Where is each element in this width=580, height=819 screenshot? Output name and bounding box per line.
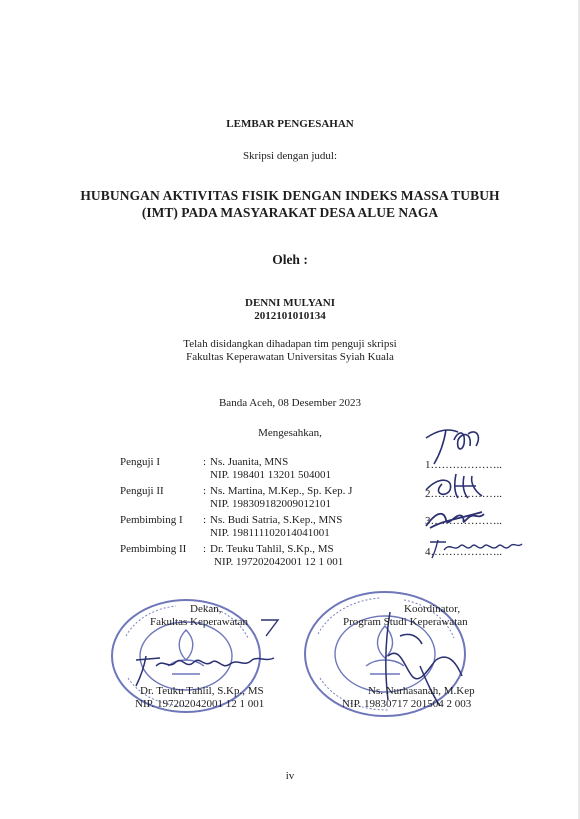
coordinator-nip: NIP. 19830717 201504 2 003 — [342, 698, 472, 710]
signature-line: 1……………….. — [425, 459, 502, 471]
page-number: iv — [285, 770, 295, 782]
thesis-title-line1: HUBUNGAN AKTIVITAS FISIK DENGAN INDEKS MASSA TUBUH — [80, 188, 500, 203]
examiner-name: Ns. Martina, M.Kep., Sp. Kep. J — [210, 485, 353, 497]
author-name: DENNI MULYANI — [245, 297, 335, 309]
examiner-colon: : — [203, 456, 207, 468]
author-id: 2012101010134 — [254, 310, 326, 322]
coordinator-name: Ns. Nurhasanah, M.Kep — [368, 685, 475, 697]
signature-examiner-3 — [422, 506, 492, 532]
signature-dean — [130, 640, 280, 690]
examiner-colon: : — [203, 543, 207, 555]
signature-line: 2……………….. — [425, 488, 502, 500]
ratified-label: Mengesahkan, — [258, 427, 322, 439]
signature-line: 4……………….. — [425, 546, 502, 558]
signature-examiner-4 — [426, 532, 526, 560]
examiner-role: Pembimbing I — [120, 514, 183, 526]
dean-name: Dr. Teuku Tahlil, S.Kp., MS — [140, 685, 264, 697]
page-subtitle: Skripsi dengan judul: — [242, 150, 338, 162]
thesis-title-line2: (IMT) PADA MASYARAKAT DESA ALUE NAGA — [141, 205, 439, 220]
examiner-colon: : — [203, 514, 207, 526]
coordinator-title2: Program Studi Keperawatan — [343, 616, 468, 628]
dean-title2: Fakultas Keperawatan — [150, 616, 249, 628]
examiner-role: Pembimbing II — [120, 543, 187, 555]
coordinator-title1: Koordinator, — [404, 603, 461, 615]
examiner-role: Penguji II — [120, 485, 164, 497]
by-label: Oleh : — [272, 252, 308, 267]
examiner-colon: : — [203, 485, 207, 497]
signature-examiner-1 — [418, 420, 488, 470]
examiner-nip: NIP. 198111102014041001 — [210, 527, 330, 539]
examiner-nip: NIP. 197202042001 12 1 001 — [214, 556, 344, 568]
examiner-name: Ns. Juanita, MNS — [210, 456, 289, 468]
defense-line1: Telah disidangkan dihadapan tim penguji skripsi — [183, 338, 397, 350]
signature-line: 3……………….. — [425, 515, 502, 527]
date-line: Banda Aceh, 08 Desember 2023 — [218, 397, 362, 409]
paraf-mark — [258, 616, 282, 638]
examiner-nip: NIP. 198309182009012101 — [210, 498, 332, 510]
examiner-role: Penguji I — [120, 456, 161, 468]
examiner-name: Ns. Budi Satria, S.Kep., MNS — [210, 514, 343, 526]
dean-nip: NIP. 197202042001 12 1 001 — [135, 698, 265, 710]
defense-line2: Fakultas Keperawatan Universitas Syiah Kuala — [186, 351, 394, 363]
page-title: LEMBAR PENGESAHAN — [226, 118, 354, 130]
dean-title1: Dekan, — [190, 603, 222, 615]
examiner-nip: NIP. 198401 13201 504001 — [210, 469, 332, 481]
examiner-name: Dr. Teuku Tahlil, S.Kp., MS — [210, 543, 334, 555]
signature-examiner-2 — [420, 470, 500, 502]
